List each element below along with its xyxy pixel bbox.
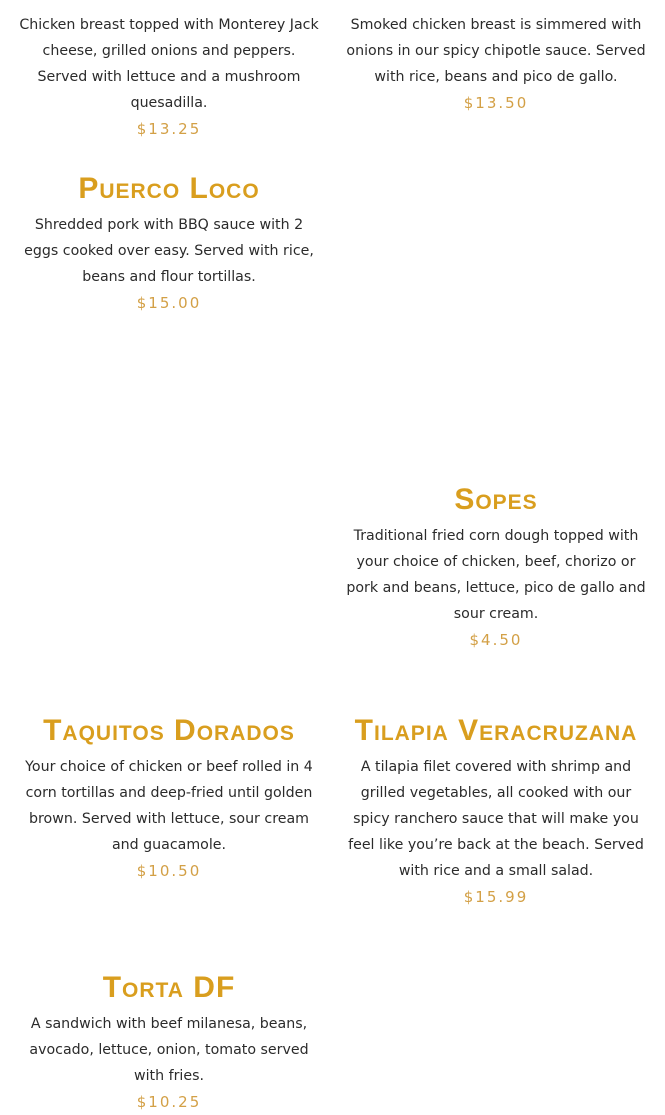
menu-item-description: Traditional fried corn dough topped with your choice of chicken, beef, chorizo or pork and beans, lettuce, pico de gallo and sour cream.: [346, 528, 646, 622]
menu-item: [18, 172, 320, 316]
menu-item: [346, 714, 646, 910]
menu-item-price: $4.50: [469, 631, 523, 649]
menu-item-price: $10.50: [136, 862, 202, 880]
menu-item-title: Tilapia Veracruzana: [354, 714, 638, 747]
menu-item-description: A sandwich with beef milanesa, beans, avocado, lettuce, onion, tomato served with fries.: [29, 1016, 309, 1084]
menu-item: [18, 971, 320, 1115]
menu-item-title: Torta DF: [102, 971, 236, 1004]
menu-item-description: Smoked chicken breast is simmered with onions in our spicy chipotle sauce. Served with rice, beans and pico de gallo.: [346, 17, 646, 85]
menu-item-title: Sopes: [454, 483, 538, 516]
menu-item-price: $15.99: [463, 888, 529, 906]
menu-item-description: Shredded pork with BBQ sauce with 2 eggs cooked over easy. Served with rice, beans and flour tortillas.: [24, 217, 314, 285]
menu-item-price: $10.25: [136, 1093, 202, 1111]
menu-item: [346, 12, 646, 116]
menu-item: [18, 714, 320, 884]
menu-item-title: Taquitos Dorados: [43, 714, 295, 747]
menu-item-title: Puerco Loco: [78, 172, 260, 205]
menu-item: [18, 12, 320, 142]
menu-item-price: $15.00: [136, 294, 202, 312]
menu-item-description: Your choice of chicken or beef rolled in 4 corn tortillas and deep-fried until golden brown. Served with lettuce, sour cream and guacamole.: [25, 759, 313, 853]
menu-item: [346, 483, 646, 653]
menu-item-description: Chicken breast topped with Monterey Jack cheese, grilled onions and peppers. Served with lettuce and a mushroom quesadilla.: [19, 17, 319, 111]
menu-item-price: $13.25: [136, 120, 202, 138]
menu-item-description: A tilapia filet covered with shrimp and grilled vegetables, all cooked with our spicy ranchero sauce that will make you feel like you’re back at the beach. Served with rice and a small salad.: [348, 759, 644, 879]
menu-item-price: $13.50: [463, 94, 529, 112]
